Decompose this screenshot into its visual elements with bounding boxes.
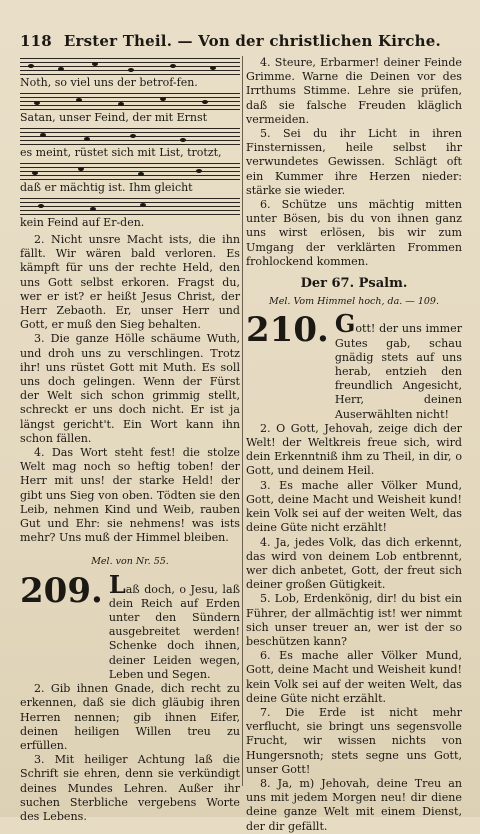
melody-reference: Mel. von Nr. 55.: [91, 556, 169, 568]
music-staff: [20, 198, 240, 216]
music-note: [196, 169, 202, 173]
hymn-first-verse: [334, 309, 462, 421]
music-staff: [20, 128, 240, 146]
verse: 2. O Gott, Jehovah, zeige dich der Welt! der Weltkreis freue sich, wird dein Erkenntniß ihm zu Theil, in dir, o Gott, und deinem Heil.: [246, 421, 462, 478]
music-note: [38, 204, 44, 208]
music-lyric: Noth, so viel uns der betrof-fen.: [20, 76, 198, 89]
page-header: [20, 30, 460, 52]
hymn-start: [20, 569, 240, 682]
verse: 2. Nicht unsre Macht ists, die ihn fällt. Wir wären bald verloren. Es kämpft für uns der rechte Held, den uns Gott selbst erkoren. Fragst du, wer er ist? er heißt Jesus Christ, der Herr Zebaoth. Er, unser Herr und Gott, er muß den Sieg behalten.: [20, 233, 240, 332]
music-note: [92, 62, 98, 66]
music-note: [128, 68, 134, 72]
hymn-number: 209.: [20, 570, 103, 611]
hymn-number: 210.: [246, 310, 329, 351]
music-staff: [20, 58, 240, 76]
verse: 4. Das Wort steht fest! die stolze Welt mag noch so heftig toben! der Herr mit uns! der starke Held! der gibt uns Sieg von oben. Tödten sie den Leib, nehmen Kind und Weib, rauben Gut und Ehr: sie nehmens! was ists mehr? Uns muß der Himmel bleiben.: [20, 446, 240, 545]
drop-cap: L: [108, 569, 126, 599]
verse: 5. Lob, Erdenkönig, dir! du bist ein Führer, der allmächtig ist! wer nimmt sich unser treuer an, wer ist der so beschützen kann?: [246, 592, 462, 648]
verse: 6. Es mache aller Völker Mund, Gott, deine Macht und Weisheit kund! kein Volk sei auf der weiten Welt, das deine Güte nicht erzählt.: [246, 649, 462, 705]
verse: 8. Ja, m) Jehovah, deine Treu an uns mit jedem Morgen neu! dir diene deine ganze Welt mit einem Dienst, der dir gefällt.: [246, 776, 462, 833]
music-note: [140, 203, 146, 207]
verse: 4. Steure, Erbarmer! deiner Feinde Grimme. Warne die Deinen vor des Irrthums Stimme. Lehre sie prüfen, daß sie falsche Freuden kläglich vermeiden.: [246, 56, 462, 126]
hymn-first-verse: [108, 569, 240, 682]
verse: 7. Die Erde ist nicht mehr verflucht, sie bringt uns segensvolle Frucht, wir wissen nichts von Hungersnoth; stets segne uns Gott, unser Gott!: [246, 705, 462, 776]
music-lyric: Satan, unser Feind, der mit Ernst: [20, 111, 208, 124]
verse: 5. Sei du ihr Licht in ihren Finsternissen, heile selbst ihr verwundetes Gewissen. Schlägt oft ein Kummer ihre Herzen nieder: stärke sie wieder.: [246, 127, 462, 197]
music-note: [58, 67, 64, 71]
music-lyric: daß er mächtig ist. Ihm gleicht: [20, 181, 193, 194]
music-note: [76, 98, 82, 102]
column-divider: [242, 56, 243, 786]
hymn-start: [246, 309, 462, 421]
verse: 2. Gib ihnen Gnade, dich recht zu erkennen, daß sie dich gläubig ihren Herren nennen; gib ihnen Eifer, deinen heiligen Willen treu zu erfüllen.: [20, 682, 240, 752]
music-staff: [20, 163, 240, 181]
music-lyric: es meint, rüstet sich mit List, trotzt,: [20, 146, 222, 159]
right-column: [246, 56, 462, 834]
music-staff: [20, 93, 240, 111]
psalm-title: Der 67. Psalm.: [300, 276, 408, 292]
verse: 4. Ja, jedes Volk, das dich erkennt, das wird von deinem Lob entbrennt, wer dich anbetet, Gott, der freut sich deiner großen Gütigkeit.: [246, 535, 462, 592]
verse: 3. Es mache aller Völker Mund, Gott, deine Macht und Weisheit kund! kein Volk sei auf der weiten Welt, das deine Güte nicht erzählt!: [246, 478, 462, 535]
music-note: [202, 100, 208, 104]
music-note: [78, 167, 84, 171]
hymn-first-text: ott! der uns immer Gutes gab, schau gnädig stets auf uns herab, entzieh den freundlich Angesicht, Herr, deinen Auserwählten nicht!: [334, 322, 462, 421]
music-note: [210, 66, 216, 70]
music-note: [34, 101, 40, 105]
music-note: [170, 64, 176, 68]
left-column: [20, 56, 240, 824]
music-note: [160, 97, 166, 101]
music-note: [84, 137, 90, 141]
music-note: [138, 172, 144, 176]
music-note: [118, 102, 124, 106]
running-title: Erster Theil. — Von der christlichen Kirche.: [63, 32, 441, 50]
page-number: 118: [20, 32, 52, 50]
music-note: [32, 171, 38, 175]
music-note: [40, 133, 46, 137]
hymn-first-text: aß doch, o Jesu, laß dein Reich auf Erden unter den Sündern ausgebreitet werden! Schenke doch ihnen, deiner Leiden wegen, Leben und Segen.: [108, 582, 240, 681]
music-note: [28, 64, 34, 68]
verse: 6. Schütze uns mächtig mitten unter Bösen, bis du von ihnen ganz uns wirst erlösen, bis wir zum Umgang der verklärten Frommen frohlockend kommen.: [246, 198, 462, 268]
music-note: [130, 134, 136, 138]
drop-cap: G: [334, 309, 356, 339]
verse: 3. Mit heiliger Achtung laß die Schrift sie ehren, denn sie verkündigt deines Mundes Lehren. Außer ihr suchen Sterbliche vergebens Worte des Lebens.: [20, 753, 240, 823]
verse: 3. Die ganze Hölle schäume Wuth, und droh uns zu verschlingen. Trotz ihr! uns rüstet Gott mit Muth. Es soll uns doch gelingen. Wenn der Fürst der Welt sich schon grimmig stellt, schreckt er uns doch nicht. Er ist ja längst gericht't. Ein Wort kann ihn schon fällen.: [20, 332, 240, 445]
music-lyric: kein Feind auf Er-den.: [20, 216, 145, 229]
music-note: [180, 138, 186, 142]
music-note: [90, 207, 96, 211]
melody-reference: Mel. Vom Himmel hoch, da. — 109.: [269, 296, 439, 308]
